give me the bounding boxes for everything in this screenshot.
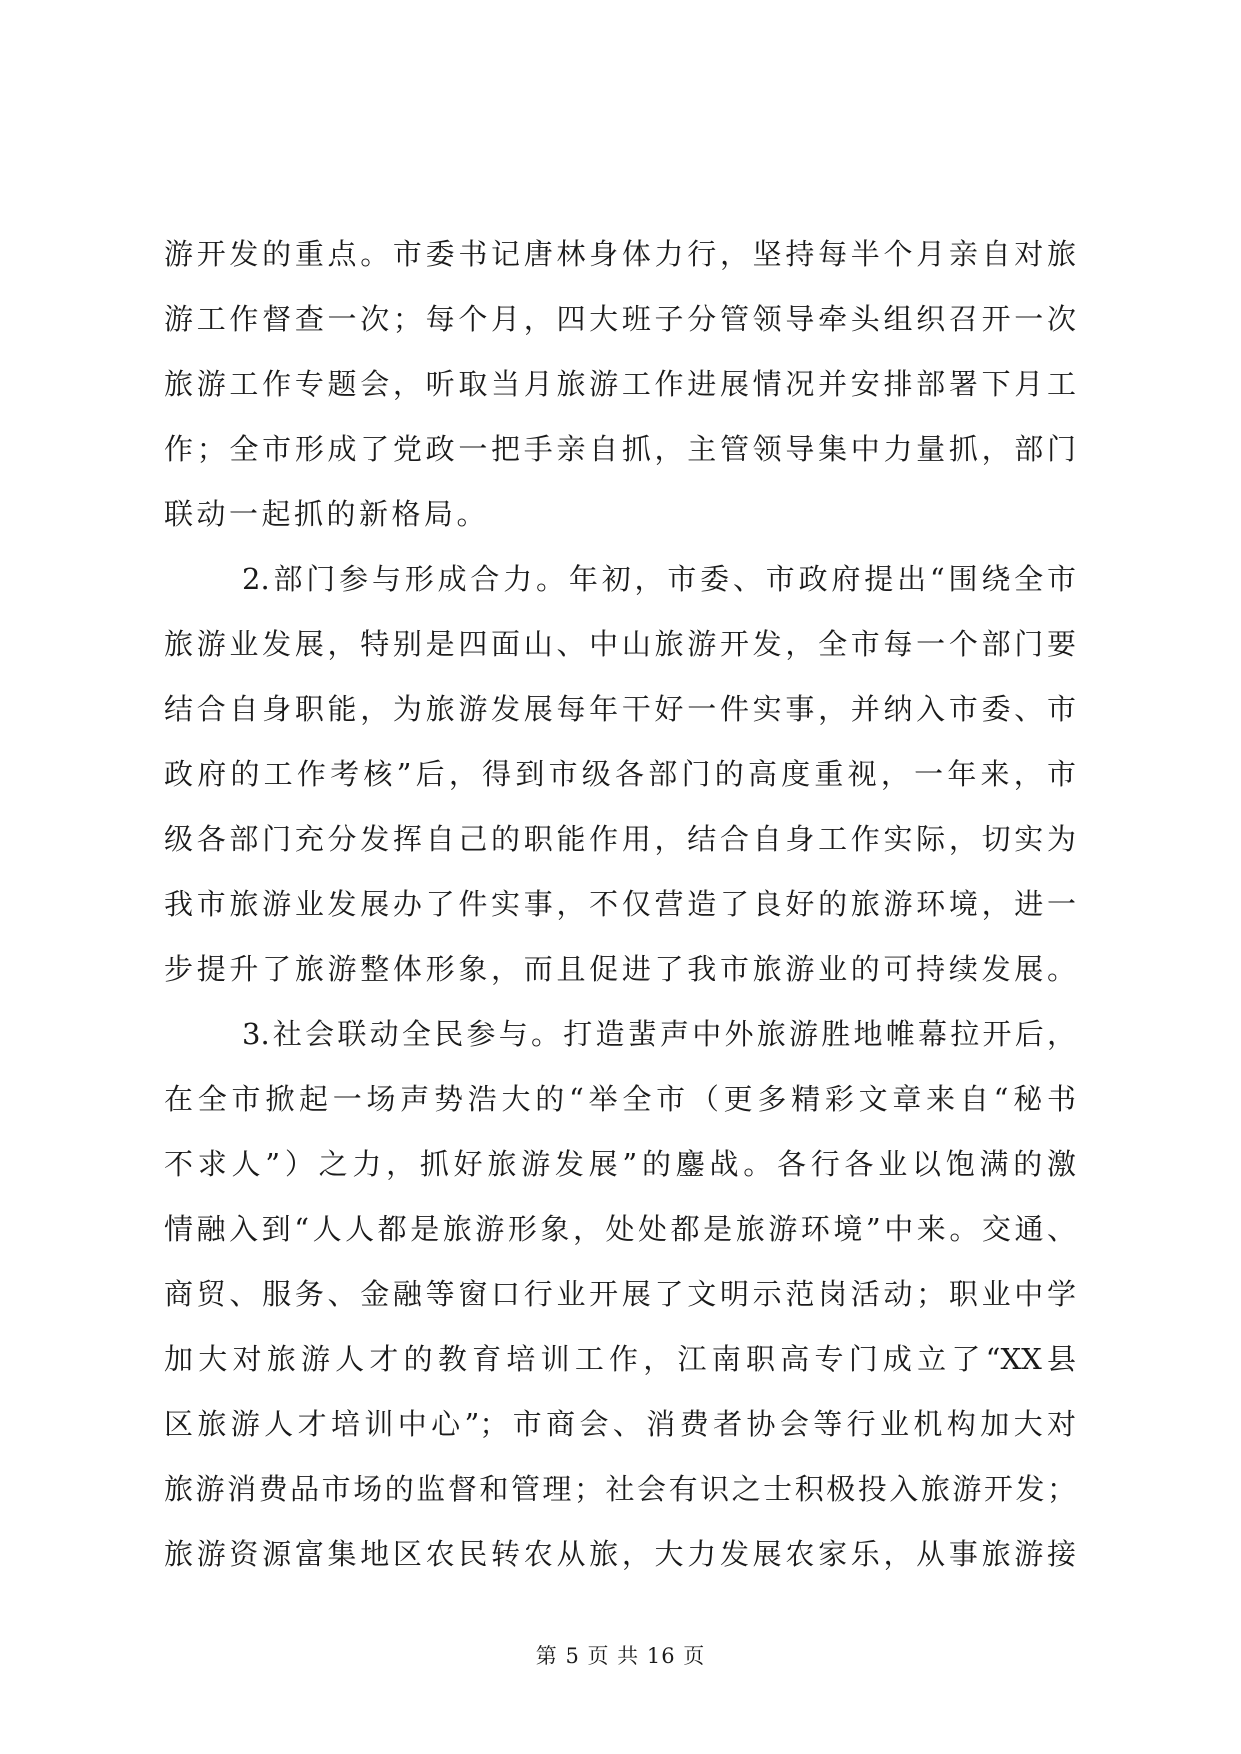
text-line: 3.社会联动全民参与。打造蜚声中外旅游胜地帷幕拉开后， [242,1017,1076,1051]
paragraph [164,222,1076,547]
page-number-footer: 第 5 页 共 16 页 [535,1644,706,1668]
text-line: 区旅游人才培训中心”；市商会、消费者协会等行业机构加大对 [164,1407,1076,1441]
text-line: 不求人”）之力，抓好旅游发展”的鏖战。各行各业以饱满的激 [164,1147,1076,1181]
text-line: 在全市掀起一场声势浩大的“举全市（更多精彩文章来自“秘书 [164,1082,1076,1116]
text-line: 作；全市形成了党政一把手亲自抓，主管领导集中力量抓，部门 [164,432,1076,466]
text-line: 旅游资源富集地区农民转农从旅，大力发展农家乐，从事旅游接 [164,1537,1076,1571]
paragraph [164,547,1076,1002]
text-line: 联动一起抓的新格局。 [164,497,490,531]
paragraph [164,1002,1076,1587]
text-line: 政府的工作考核”后，得到市级各部门的高度重视，一年来，市 [164,757,1076,791]
body-text [164,222,1076,1587]
text-line: 步提升了旅游整体形象，而且促进了我市旅游业的可持续发展。 [164,952,1076,986]
text-line: 加大对旅游人才的教育培训工作，江南职高专门成立了“XX县 [164,1342,1076,1376]
text-line: 游开发的重点。市委书记唐林身体力行，坚持每半个月亲自对旅 [164,237,1076,271]
text-line: 我市旅游业发展办了件实事，不仅营造了良好的旅游环境，进一 [164,887,1076,921]
text-line: 游工作督查一次；每个月，四大班子分管领导牵头组织召开一次 [164,302,1076,336]
text-line: 旅游消费品市场的监督和管理；社会有识之士积极投入旅游开发； [164,1472,1076,1506]
text-line: 商贸、服务、金融等窗口行业开展了文明示范岗活动；职业中学 [164,1277,1076,1311]
text-line: 旅游工作专题会，听取当月旅游工作进展情况并安排部署下月工 [164,367,1076,401]
text-line: 级各部门充分发挥自己的职能作用，结合自身工作实际，切实为 [164,822,1076,856]
text-line: 情融入到“人人都是旅游形象，处处都是旅游环境”中来。交通、 [164,1212,1076,1246]
text-line: 2.部门参与形成合力。年初，市委、市政府提出“围绕全市 [242,562,1076,596]
text-line: 旅游业发展，特别是四面山、中山旅游开发，全市每一个部门要 [164,627,1076,661]
text-line: 结合自身职能，为旅游发展每年干好一件实事，并纳入市委、市 [164,692,1076,726]
